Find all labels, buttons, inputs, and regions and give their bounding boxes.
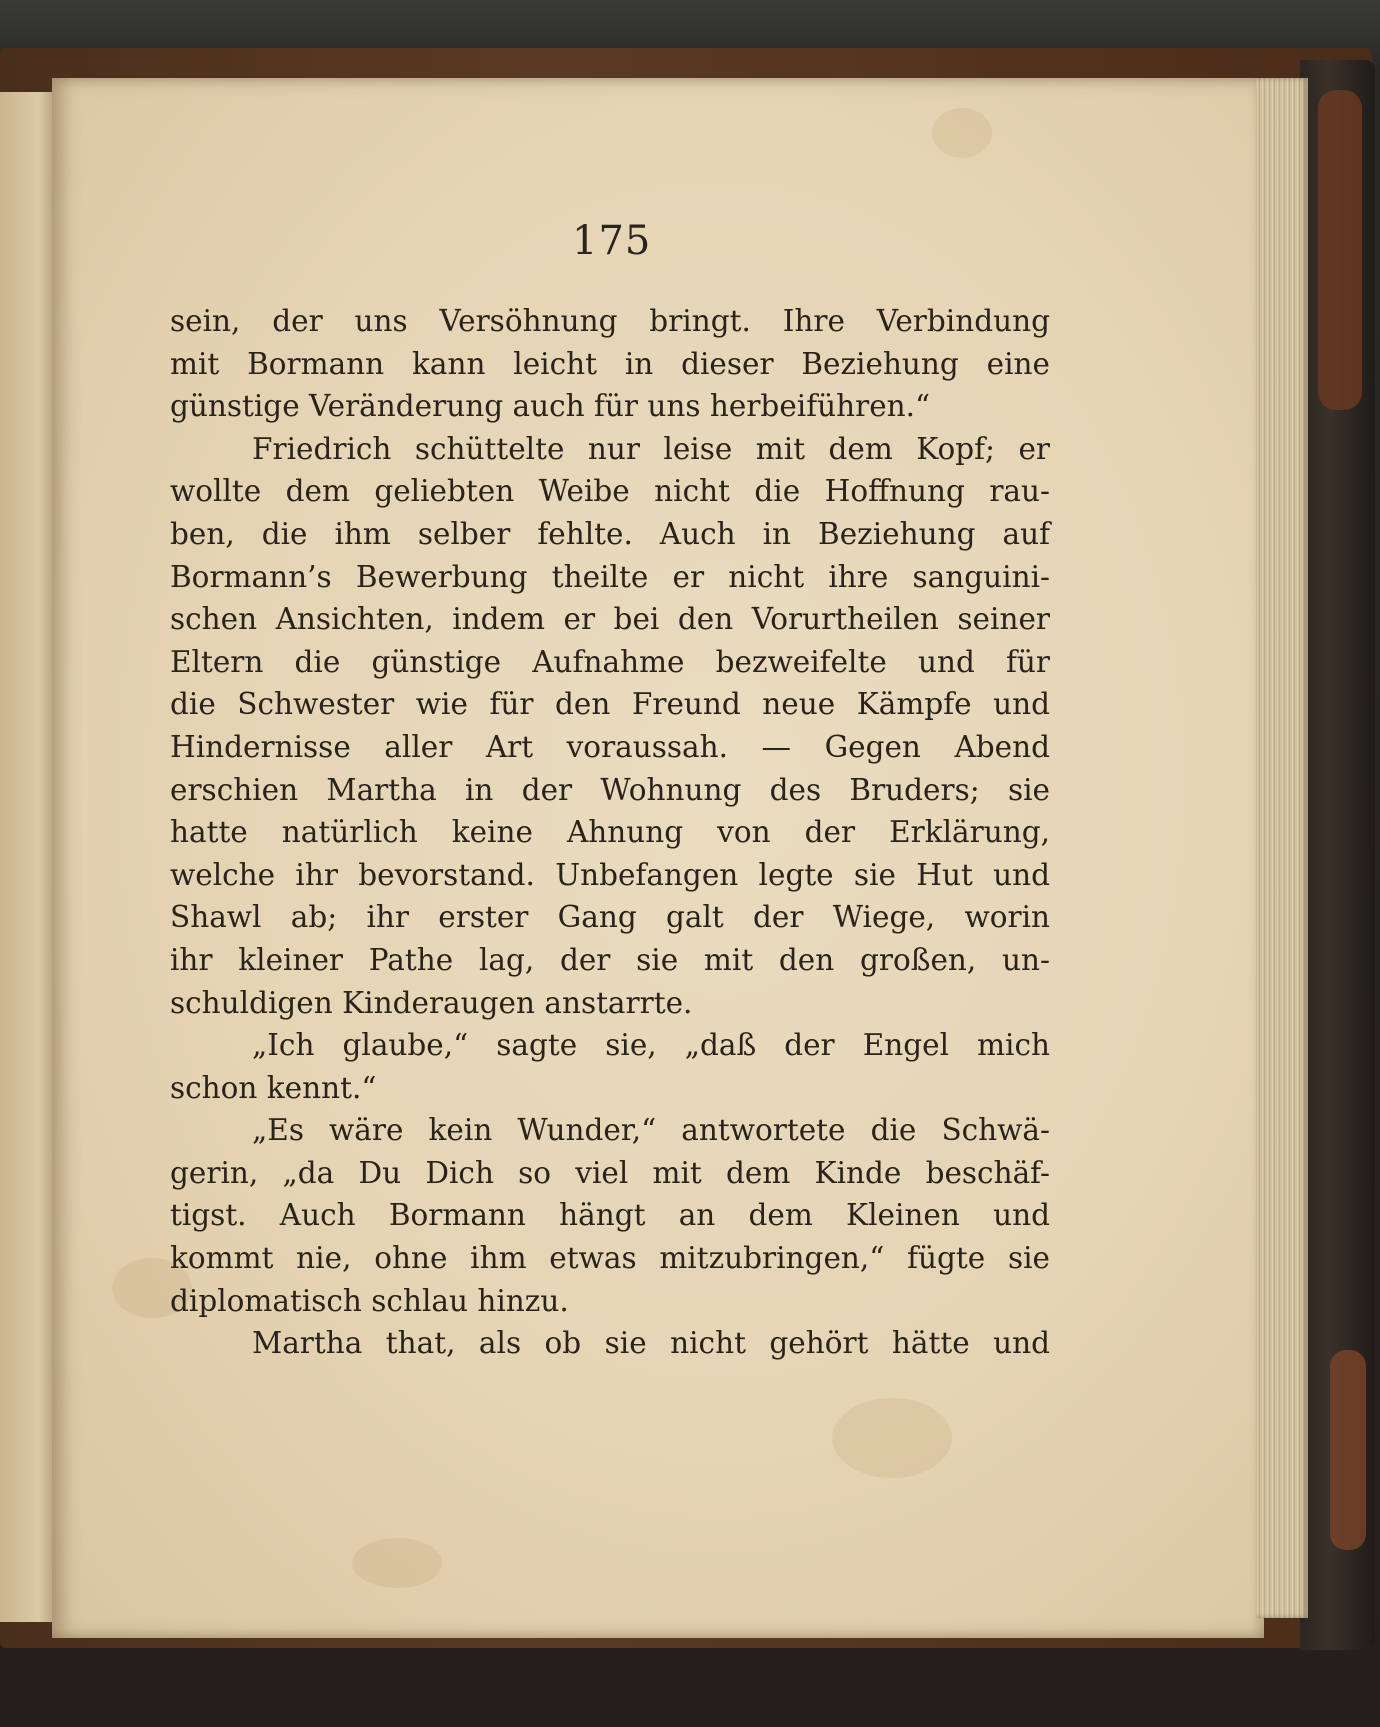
text-line: gerin, „da Du Dich so viel mit dem Kinde beschäf-	[170, 1155, 1050, 1190]
text-line: mit Bormann kann leicht in dieser Beziehung eine	[170, 346, 1050, 381]
text-line: schen Ansichten, indem er bei den Vorurtheilen seiner	[170, 602, 1050, 637]
text-line: ihr kleiner Pathe lag, der sie mit den großen, un-	[170, 942, 1050, 977]
text-line: schon kennt.“	[170, 1070, 377, 1105]
paper-stain	[932, 108, 992, 158]
text-line: Eltern die günstige Aufnahme bezweifelte und für	[170, 644, 1050, 679]
text-line: Martha that, als ob sie nicht gehört hätte und	[252, 1326, 1050, 1361]
text-line: tigst. Auch Bormann hängt an dem Kleinen und	[170, 1198, 1050, 1233]
text-line: Hindernisse aller Art voraussah. — Gegen Abend	[170, 729, 1050, 764]
text-line: kommt nie, ohne ihm etwas mitzubringen,“ fügte sie	[170, 1241, 1050, 1276]
text-line: wollte dem geliebten Weibe nicht die Hoffnung rau-	[170, 474, 1050, 509]
leather-wear-spot	[1330, 1350, 1366, 1550]
text-line: sein, der uns Versöhnung bringt. Ihre Verbindung	[170, 304, 1050, 338]
leather-wear-spot	[1318, 90, 1362, 410]
paper-stain	[352, 1538, 442, 1588]
text-line: ben, die ihm selber fehlte. Auch in Beziehung auf	[170, 516, 1050, 551]
text-line: diplomatisch schlau hinzu.	[170, 1283, 569, 1318]
text-line: schuldigen Kinderaugen anstarrte.	[170, 985, 693, 1020]
text-line: die Schwester wie für den Freund neue Kämpfe und	[170, 687, 1050, 722]
text-line: Shawl ab; ihr erster Gang galt der Wiege, worin	[170, 900, 1050, 935]
text-line: Friedrich schüttelte nur leise mit dem Kopf; er	[252, 431, 1050, 466]
body-text	[170, 300, 1050, 1365]
paper-stain	[832, 1398, 952, 1478]
text-line: erschien Martha in der Wohnung des Bruders; sie	[170, 772, 1050, 807]
text-line: Bormann’s Bewerbung theilte er nicht ihre sanguini-	[170, 559, 1050, 594]
text-line: „Ich glaube,“ sagte sie, „daß der Engel mich	[252, 1028, 1050, 1063]
text-line: günstige Veränderung auch für uns herbeiführen.“	[170, 389, 931, 424]
previous-page-edge	[0, 92, 57, 1622]
text-line: „Es wäre kein Wunder,“ antwortete die Schwä-	[252, 1113, 1050, 1148]
text-line: welche ihr bevorstand. Unbefangen legte sie Hut und	[170, 857, 1050, 892]
text-line: hatte natürlich keine Ahnung von der Erklärung,	[170, 815, 1050, 850]
page-block-edges	[1256, 78, 1308, 1618]
page-number: 175	[572, 218, 652, 264]
